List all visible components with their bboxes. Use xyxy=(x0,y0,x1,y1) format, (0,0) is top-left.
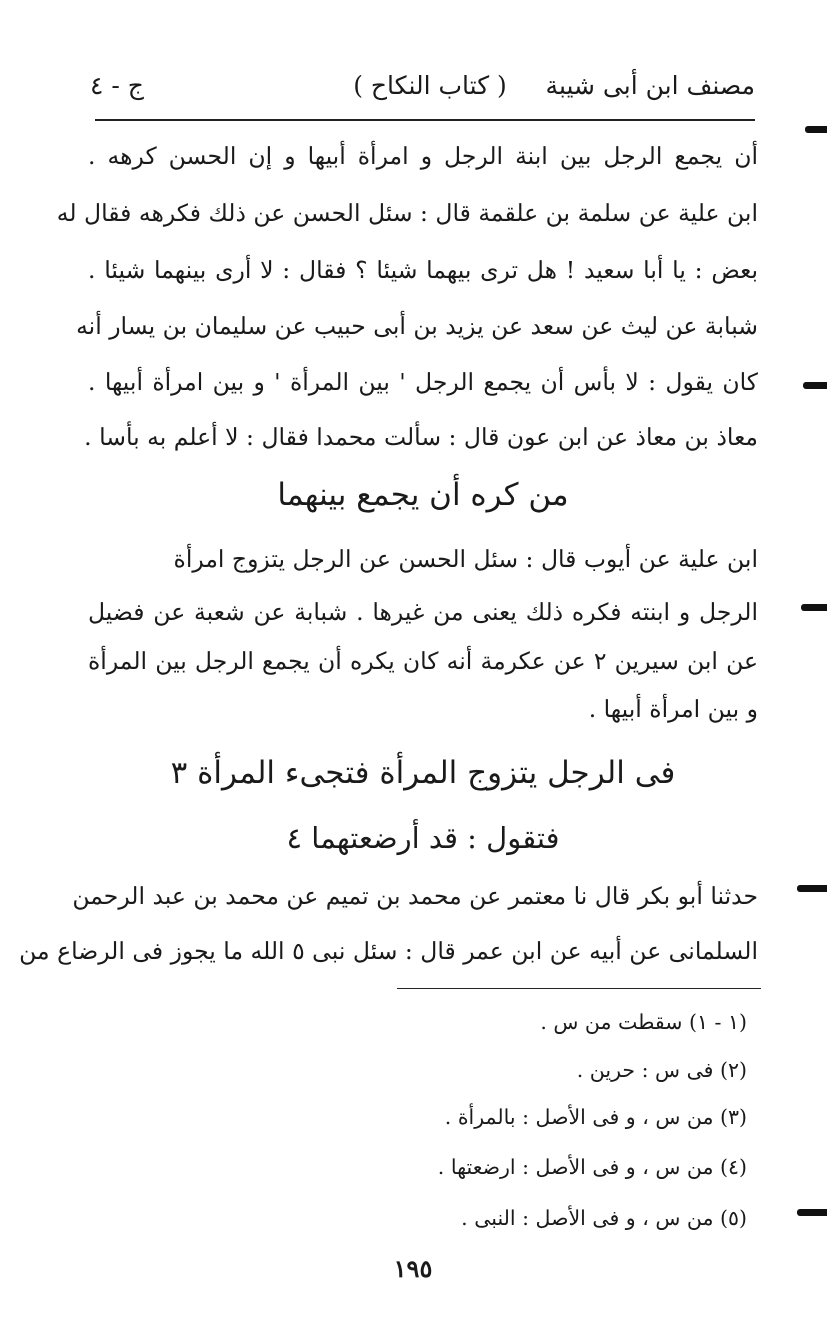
volume-number: ج - ٤ xyxy=(90,71,144,100)
text-line: السلمانى عن أبيه عن ابن عمر قال : سئل نبى ٥ الله ما يجوز فى الرضاع من xyxy=(19,937,758,965)
text-line: كان يقول : لا بأس أن يجمع الرجل ' بين المرأة ' و بين امرأة أبيها . xyxy=(88,368,758,396)
text-line: شبابة عن ليث عن سعد عن يزيد بن أبى حبيب عن سليمان بن يسار أنه xyxy=(76,312,758,340)
text-line: حدثنا أبو بكر قال نا معتمر عن محمد بن تميم عن محمد بن عبد الرحمن xyxy=(72,882,758,910)
section-heading: من كره أن يجمع بينهما xyxy=(277,477,569,513)
header-rule xyxy=(95,119,755,121)
margin-mark xyxy=(803,382,827,389)
footnote: (١ - ١) سقطت من س . xyxy=(540,1010,747,1034)
text-line: و بين امرأة أبيها . xyxy=(588,695,758,723)
footnote: (٢) فى س : حرين . xyxy=(576,1058,747,1082)
text-line: ابن علية عن سلمة بن علقمة قال : سئل الحسن عن ذلك فكرهه فقال له xyxy=(56,199,758,227)
text-line: الرجل و ابنته فكره ذلك يعنى من غيرها . شبابة عن شعبة عن فضيل xyxy=(88,598,758,626)
text-line: ابن علية عن أيوب قال : سئل الحسن عن الرجل يتزوج امرأة xyxy=(173,545,758,573)
book-title: مصنف ابن أبى شيبة xyxy=(545,71,755,100)
margin-mark xyxy=(797,1209,827,1216)
margin-mark xyxy=(805,126,827,133)
section-heading: فتقول : قد أرضعتهما ٤ xyxy=(286,821,560,855)
margin-mark xyxy=(797,885,827,892)
running-header xyxy=(90,66,755,106)
footnote: (٤) من س ، و فى الأصل : ارضعتها . xyxy=(437,1155,747,1179)
page-number: ١٩٥ xyxy=(393,1254,433,1283)
chapter-title: ( كتاب النكاح ) xyxy=(353,71,507,100)
text-line: أن يجمع الرجل بين ابنة الرجل و امرأة أبيها و إن الحسن كرهه . xyxy=(88,142,758,170)
text-line: بعض : يا أبا سعيد ! هل ترى بيهما شيئا ؟ فقال : لا أرى بينهما شيئا . xyxy=(88,256,758,284)
footnote: (٥) من س ، و فى الأصل : النبى . xyxy=(461,1206,747,1230)
text-line: معاذ بن معاذ عن ابن عون قال : سألت محمدا فقال : لا أعلم به بأسا . xyxy=(84,423,758,451)
text-line: عن ابن سيرين ٢ عن عكرمة أنه كان يكره أن يجمع الرجل بين المرأة xyxy=(88,647,758,675)
footnote: (٣) من س ، و فى الأصل : بالمرأة . xyxy=(444,1105,747,1129)
margin-mark xyxy=(801,604,827,611)
section-heading: فى الرجل يتزوج المرأة فتجىء المرأة ٣ xyxy=(170,755,676,791)
footnote-rule xyxy=(397,988,761,989)
